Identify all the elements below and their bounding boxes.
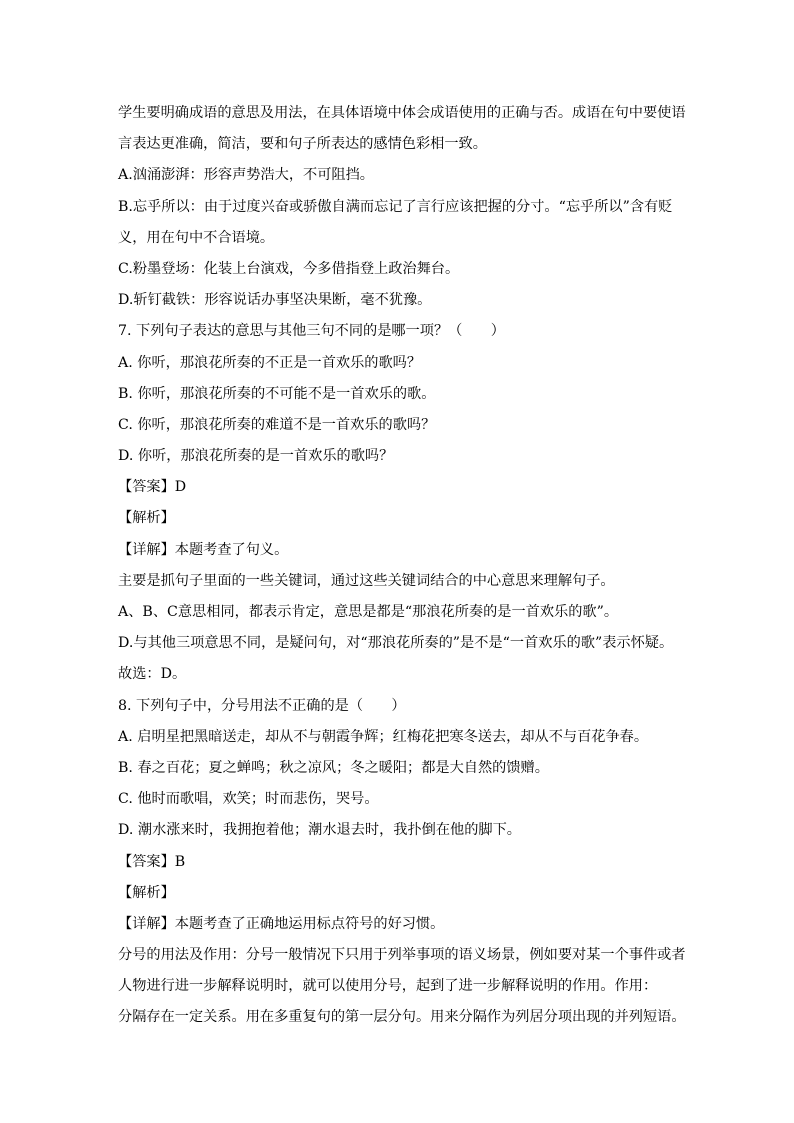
question-line: 7. 下列句子表达的意思与其他三句不同的是哪一项？（ ） xyxy=(118,323,505,340)
text-line: 言表达更准确，简洁，要和句子所表达的感情色彩相一致。 xyxy=(118,136,487,153)
text-line: D.与其他三项意思不同，是疑问句，对“那浪花所奏的”是不是“一首欢乐的歌”表示怀疑。 xyxy=(118,635,674,652)
option-line: B. 春之百花；夏之蝉鸣；秋之凉风；冬之暖阳；都是大自然的馈赠。 xyxy=(118,759,549,776)
document-body xyxy=(118,98,686,1034)
text-line: A、B、C意思相同，都表示肯定，意思是都是“那浪花所奏的是一首欢乐的歌”。 xyxy=(118,604,619,620)
option-line: A. 启明星把黑暗送走，却从不与朝霞争辉；红梅花把寒冬送去，却从不与百花争春。 xyxy=(118,728,649,745)
text-line: 学生要明确成语的意思及用法，在具体语境中体会成语使用的正确与否。成语在句中要使语 xyxy=(118,105,686,121)
option-line: D. 你听，那浪花所奏的是一首欢乐的歌吗？ xyxy=(118,448,394,465)
option-line: C. 他时而歌唱，欢笑；时而悲伤，哭号。 xyxy=(118,791,379,808)
text-line: 分号的用法及作用：分号一般情况下只用于列举事项的语义场景，例如要对某一个事件或者 xyxy=(118,947,686,964)
text-line: 故选：D。 xyxy=(118,666,187,683)
option-line: A. 你听，那浪花所奏的不正是一首欢乐的歌吗？ xyxy=(118,354,422,371)
analysis-label: 【解析】 xyxy=(118,510,175,527)
text-line: 主要是抓句子里面的一些关键词，通过这些关键词结合的中心意思来理解句子。 xyxy=(118,572,615,589)
question-line: 8. 下列句子中，分号用法不正确的是（ ） xyxy=(118,697,406,714)
analysis-label: 【解析】 xyxy=(118,884,175,901)
option-line: D. 潮水涨来时，我拥抱着他；潮水退去时，我扑倒在他的脚下。 xyxy=(118,822,521,839)
text-line: 分隔存在一定关系。用在多重复句的第一层分句。用来分隔作为列居分项出现的并列短语。 xyxy=(118,1009,686,1026)
option-line: C. 你听，那浪花所奏的难道不是一首欢乐的歌吗？ xyxy=(118,416,436,433)
detail-line: 【详解】本题考查了正确地运用标点符号的好习惯。 xyxy=(118,915,445,932)
text-line: 人物进行进一步解释说明时，就可以使用分号，起到了进一步解释说明的作用。作用： xyxy=(118,978,658,995)
text-line: 义，用在句中不合语境。 xyxy=(118,229,275,246)
option-line: A.汹涌澎湃：形容声势浩大，不可阻挡。 xyxy=(118,167,374,184)
option-line: C.粉墨登场：化装上台演戏，今多借指登上政治舞台。 xyxy=(118,260,460,277)
answer-label: 【答案】D xyxy=(118,479,187,496)
answer-label: 【答案】B xyxy=(118,853,186,870)
option-line: B.忘乎所以：由于过度兴奋或骄傲自满而忘记了言行应该把握的分寸。“忘乎所以”含有贬 xyxy=(118,198,673,215)
option-line: D.斩钉截铁：形容说话办事坚决果断，毫不犹豫。 xyxy=(118,292,432,309)
detail-line: 【详解】本题考查了句义。 xyxy=(118,541,289,558)
option-line: B. 你听，那浪花所奏的不可能不是一首欢乐的歌。 xyxy=(118,385,436,402)
